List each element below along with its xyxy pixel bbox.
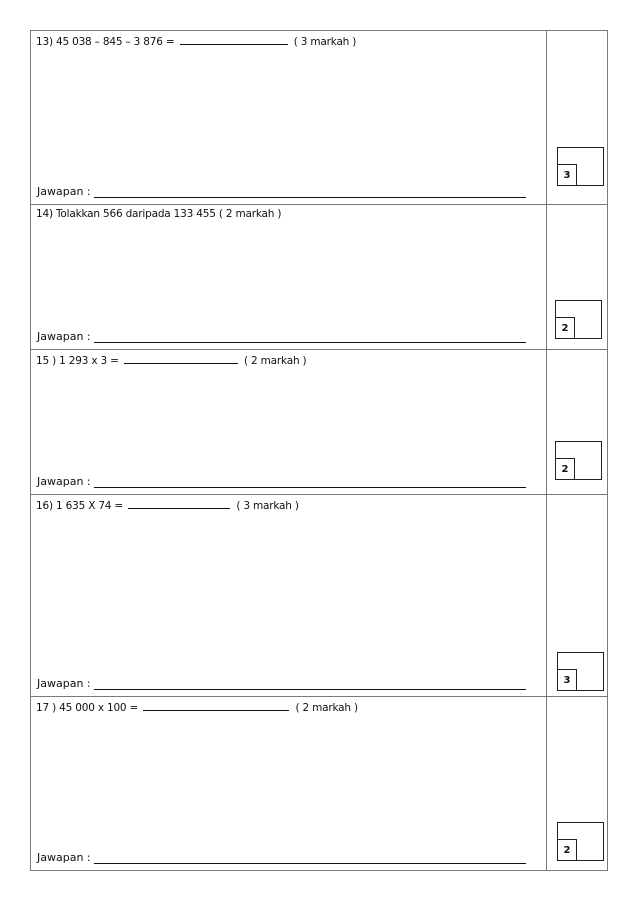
marks-text: ( 3 markah ) — [293, 36, 357, 48]
mark-value: 3 — [557, 669, 577, 691]
answer-blank[interactable] — [143, 700, 289, 711]
answer-line[interactable] — [94, 679, 526, 690]
answer-label: Jawapan : — [37, 851, 91, 864]
mark-box — [557, 822, 604, 861]
question-row-16 — [31, 495, 607, 697]
mark-cell — [547, 495, 607, 696]
question-cell — [31, 205, 547, 349]
question-expression: 45 000 x 100 = — [59, 702, 139, 714]
question-number: 17 ) — [36, 702, 56, 714]
marks-text: ( 3 markah ) — [236, 500, 299, 512]
question-text — [36, 498, 299, 512]
answer-line[interactable] — [94, 853, 526, 864]
answer-blank[interactable] — [128, 498, 230, 509]
question-number: 15 ) — [36, 355, 56, 367]
mark-box — [557, 652, 604, 691]
question-cell — [31, 697, 547, 870]
answer-area — [37, 185, 526, 198]
answer-line[interactable] — [94, 332, 526, 343]
mark-box — [555, 300, 602, 339]
worksheet-table — [30, 30, 608, 871]
mark-value: 3 — [557, 164, 577, 186]
question-row-14 — [31, 205, 607, 350]
question-number: 14) — [36, 208, 53, 220]
question-text — [36, 353, 306, 367]
question-cell — [31, 31, 547, 204]
mark-cell — [547, 350, 607, 494]
answer-label: Jawapan : — [37, 475, 91, 488]
answer-line[interactable] — [94, 187, 526, 198]
question-cell — [31, 495, 547, 696]
answer-label: Jawapan : — [37, 677, 91, 690]
answer-area — [37, 851, 526, 864]
answer-label: Jawapan : — [37, 185, 91, 198]
question-expression: 1 635 X 74 = — [56, 500, 124, 512]
question-number: 16) — [36, 500, 53, 512]
mark-cell — [547, 31, 607, 204]
question-number: 13) — [36, 36, 53, 48]
mark-value: 2 — [555, 317, 575, 339]
answer-blank[interactable] — [124, 353, 238, 364]
mark-cell — [547, 697, 607, 870]
question-row-13 — [31, 31, 607, 205]
question-row-15 — [31, 350, 607, 495]
question-expression: 45 038 – 845 – 3 876 = — [56, 36, 175, 48]
question-text — [36, 700, 358, 714]
marks-text: ( 2 markah ) — [218, 208, 282, 220]
answer-area — [37, 330, 526, 343]
mark-value: 2 — [557, 839, 577, 861]
question-cell — [31, 350, 547, 494]
question-text — [36, 208, 281, 220]
answer-line[interactable] — [94, 477, 526, 488]
marks-text: ( 2 markah ) — [295, 702, 358, 714]
answer-label: Jawapan : — [37, 330, 91, 343]
question-expression: 1 293 x 3 = — [59, 355, 119, 367]
question-expression: Tolakkan 566 daripada 133 455 — [56, 208, 216, 220]
mark-value: 2 — [555, 458, 575, 480]
marks-text: ( 2 markah ) — [244, 355, 307, 367]
mark-cell — [547, 205, 607, 349]
mark-box — [555, 441, 602, 480]
answer-blank[interactable] — [180, 34, 288, 45]
answer-area — [37, 677, 526, 690]
answer-area — [37, 475, 526, 488]
question-text — [36, 34, 356, 48]
mark-box — [557, 147, 604, 186]
question-row-17 — [31, 697, 607, 870]
